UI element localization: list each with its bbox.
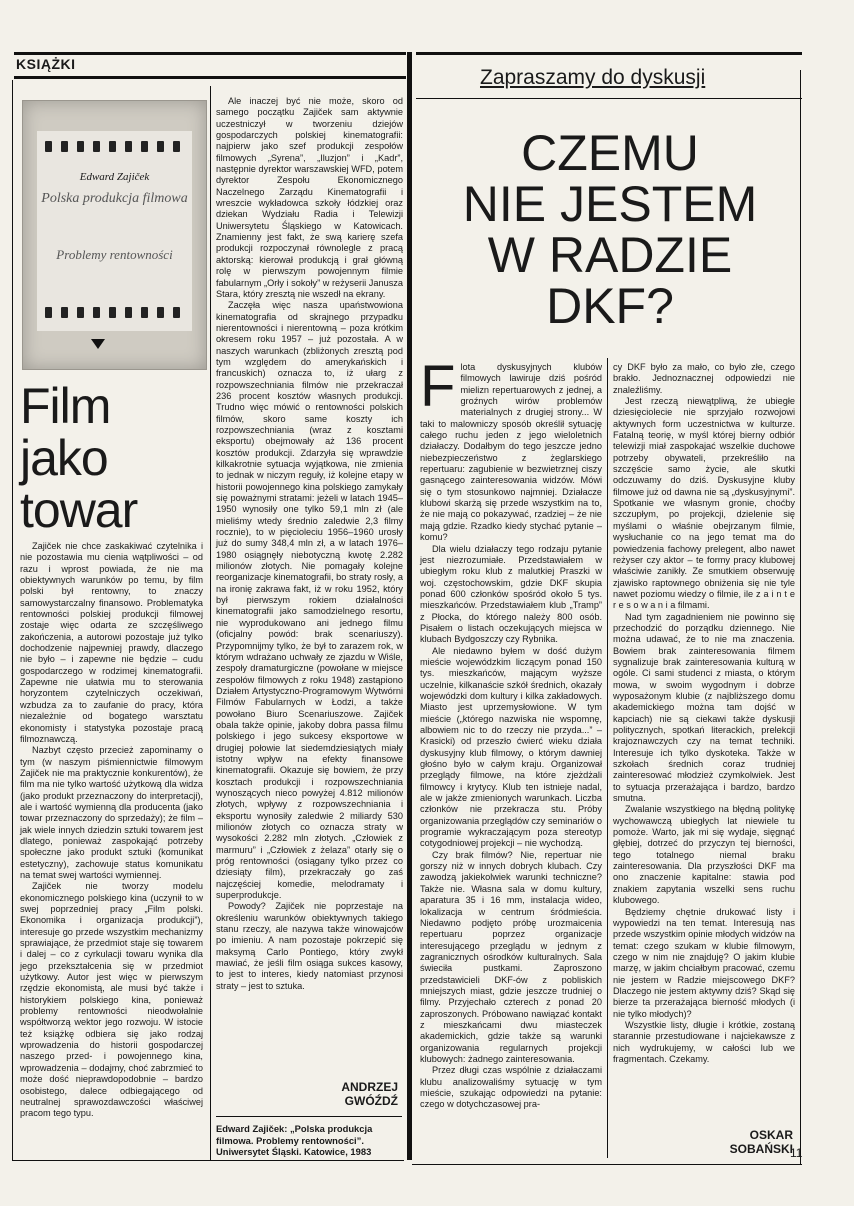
section-underline — [14, 76, 406, 79]
left-headline-line: Film — [20, 378, 111, 434]
paragraph: Zaczęła więc nasza upaństwowiona kinematografia od skrajnego przypadku nierentowności i nierentowną – poza krótkim okresem roku 1957 – już pozostała. A w naszych warunkach (zbliżonych zresztą pod tym względem do amerykańskich i francuskich) oznacza to, iż ułarg z rozpowszechniania filmów nie przekraczał 236 procent kosztów własnych produkcji. Trudno więc mówić o rentowności polskich filmów, skoro same koszty ich rozpowszechniania (wraz z kosztami eksportu) obejmowały aż 136 procent kosztów produkcji. Zdarzyła się wprawdzie kilkakrotnie sytuacja wyjątkowa, nie zmienia to jednak w niczym reguły, iż kolejne etapy w historii powojennego kina polskiego zamykały się poważnymi stratami: jeżeli w latach 1945–1950 wynosiły one tylko 59,1 mln zł (ale mieliśmy wtedy średnio zaledwie 2,3 filmy rocznie), to w pięcioleciu 1956–1960 urosły już do sumy 348,4 mln zł, a w latach 1976–1980 osiągnęły niebotyczną kwotę 2.282 milionów złotych. Nie pomagały kolejne reorganizacje kinematografii, bo straty rosły, a na ironię zakrawa fakt, iż w roku 1952, który był pierwszym rokiem działalności kinematografii jako samodzielnego resortu, nie wyprodukowano ani jednego filmu (oficjalny powód: brak scenariuszy). Przypomnijmy tylko, że był to zarazem rok, w którym wdrażano uchwały ze zjazdu w Wiśle, zespoły dramaturgiczne (powołane w miejsce zespołów filmowych z roku 1948) zastąpiono Działem Artystyczno-Programowym Wytwórni Filmów Fabularnych w Łodzi, a także powołano Biuro Scenariuszowe. Zajiček obala także opinie, jakoby dobra passa filmu polskiego i jego sukcesy eksportowe w drugiej połowie lat siedemdziesiątych miały istotny wpływ na efekty finansowe kinematografii. Okazuje się bowiem, że przy kosztach produkcji i rozpowszechniania wynoszących nieco powyżej 4.812 milionów złotych, wpływy z rozpowszechniania i eksportu wynosiły zaledwie 2 miliardy 530 milionów złotych co oznacza straty w wysokości 2.282 mln złotych. „Człowiek z marmuru” i „Człowiek z żelaza” otarły się o próg rentowności (osiągany tylko przez co dziesiąty film), przekraczały go zaś najczęściej komedie, melodramaty i superprodukcje. — [216, 300, 403, 901]
paragraph: Ale inaczej być nie może, skoro od samego początku Zajiček sam aktywnie uczestniczył w tworzeniu dziejów gospodarczych polskiej kinematografii: najpierw jako szef produkcji zespołów filmowych „Syrena”, „Iluzjon” i „Kadr”, następnie dyrektor warszawskiej WFD, potem dyrektor Zespołu Ekonomicznego Naczelnego Zarządu Kinematografii i wreszcie wykładowca szkoły łódzkiej oraz dziekan Wydziału Radia i Telewizji Uniwersytetu Śląskiego w Katowicach. Znamienny jest fakt, że swą karierę szefa produkcji rozpoczynał równolegle z pracą aktorską: kierował produkcją i grał główną rolę w pierwszym powojennym filmie fabularnym „Orły i sokoły” w reżyserii Janusza Stara, który zresztą nie wszedł na ekrany. — [216, 96, 403, 299]
drop-cap: F — [420, 354, 456, 419]
rubric: Zapraszamy do dyskusji — [480, 66, 706, 89]
paragraph: Jest rzeczą niewątpliwą, że ubiegłe dziesięciolecie nie sprzyjało rozwojowi aktywnych form uczestnictwa w kulturze. Fatalną teorię, w myśl której bierny odbiór telewizji miał zaspokajać wszelkie duchowe potrzeby obywateli, przekreśliło na szczęście samo życie, ale skutki odczuwamy do dziś. Dyskusyjne kluby filmowe już od dawna nie są „dyskusyjnymi”. Spotkanie we własnym gronie, choćby szczupłym, po projekcji, dzielenie się myślami o właśnie obejrzanym filmie, wysłuchanie co na jego temat ma do powiedzenia fachowy prelegent, albo nawet reżyser czy aktor – te formy pracy klubowej właściwie zanikły. Ze smutkiem obserwuję zjawisko raptownego obniżenia się nie tyle nawet poziomu wiedzy o filmie, ile z a i n t e r e s o w a n i a filmami. — [613, 396, 795, 611]
right-headline-line: NIE JESTEM — [462, 176, 758, 232]
byline-first-name: ANDRZEJ — [341, 1080, 398, 1094]
right-border — [800, 70, 801, 1164]
paragraph: Dla wielu działaczy tego rodzaju pytanie jest niezrozumiałe. Przedstawiałem w ubiegłym roku klub z malutkiej Praszki w woj. częstochowskim, gdzie DKF skupia ponad 600 członków spośród około 5 tys. mieszkańców. Przedstawiałem klub „Tramp” z Płocka, do którego należy 800 osób. Pisałem o listach oczekujących miejsca w klubach Bydgoszczy czy Rybnika. — [420, 543, 602, 645]
right-article-column-1 — [420, 354, 602, 1111]
book-note: Edward Zajiček: „Polska produkcja filmowa. Problemy rentowności”. Uniwersytet Śląski. Katowice, 1983 — [216, 1123, 373, 1158]
col-rule-right — [607, 358, 608, 1158]
byline-last-name: SOBAŃSKI — [729, 1142, 793, 1156]
book-cover-title: Polska produkcja filmowa — [41, 191, 188, 206]
right-headline-line: W RADZIE — [487, 227, 733, 283]
top-rule-right — [416, 52, 802, 55]
book-cover-author: Edward Zajiček — [79, 171, 150, 183]
left-article-column-1 — [20, 541, 203, 1120]
right-byline — [613, 1128, 793, 1156]
bottom-rule — [12, 1160, 404, 1161]
section-label: KSIĄŻKI — [16, 56, 76, 72]
paragraph: Wszystkie listy, długie i krótkie, zostaną starannie przestudiowane i najciekawsze z nich wydrukujemy, w całości lub we fragmentach. Czekamy. — [613, 1019, 795, 1064]
note-rule — [216, 1116, 402, 1117]
left-byline — [216, 1080, 398, 1108]
book-cover-subtitle: Problemy rentowności — [56, 247, 173, 262]
left-headline-line: towar — [20, 482, 138, 538]
paragraph-lead-text: lota dyskusyjnych klubów filmowych lawiruje dziś pośród mielizn repertuarowych z jednej, a groźnych wirów problemów materialnych z drugiej strony... W taki to malowniczy sposób określił sytuację całego ruchu jeden z jego wieloletnich działaczy. Dodałbym do tego jeszcze jedno niebezpieczeństwo z żeglarskiego repertuaru: zagubienie w bezwietrznej ciszy gasnącego zainteresowania widzów. Mówi się o tym stosunkowo najmniej. Działacze klubowi skarżą się przede wszystkim na to, że nie mają co pokazywać, rzadziej – że nie mają gdzie. Rzadko kiedy stychać pytanie – komu? — [420, 362, 602, 543]
paragraph: Będziemy chętnie drukować listy i wypowiedzi na ten temat. Interesują nas przede wszystkim opinie młodych widzów na temat: czego szukam w klubie filmowym, czego w nim nie znajduję? O jakim klubie marzę, w jakim chciałbym pracować, czemu nie jestem w Radzie miejscowego DKF? Dlaczego nie jestem aktywny dziś? Skąd się bierze ta przerażająca bierność młodych (i nie tylko młodych)? — [613, 906, 795, 1019]
film-perforation-bottom — [45, 307, 180, 319]
column-divider-thick — [407, 52, 412, 1160]
top-rule-left — [14, 52, 406, 55]
paragraph: Zajiček nie tworzy modelu ekonomicznego polskiego kina (uczynił to w swej poprzedniej pracy „Film polski. Ekonomika i organizacja produkcji”), interesuje go przede wszystkim mechanizmy sprawiające, że przedmiot staje się towarem i dalej – co z cyrkulacji towaru wynika dla jego przekształcenia się w przedmiot użytkowy. Autor jest więc w pierwszym rzędzie ekonomistą, ale musi być także i historykiem polskiego kina, ponieważ problemy rentowności nieodwołalnie współtworzą wektor jego rozwoju. W istocie też książkę odbiera się jako rodzaj wprowadzenia do historii gospodarczej naszego przed- i powojennego kina, wprowadzenia – dodajmy, choć zabrzmieć to może dość nieprawdopodobnie – bardzo osobistego, dalece odbiegającego od neutralnej sprawozdawczości właściwej pracom tego typu. — [20, 881, 203, 1119]
right-headline — [430, 125, 790, 334]
book-cover-panel — [37, 131, 192, 331]
col-rule-left — [210, 86, 211, 1160]
film-perforation-top — [45, 141, 180, 153]
rubric-rule — [416, 98, 802, 99]
page-number: 11 — [790, 1146, 803, 1160]
paragraph: Zwalanie wszystkiego na błędną politykę wychowawczą ubiegłych lat niewiele tu pomoże. Warto, jak mi się wydaje, sięgnąć głębiej, dotrzeć do przyczyn tej bierności, tego totalnego niemal braku zainteresowania. Dla przyszłości DKF ma ono znaczenie kapitalne: stawia pod znakiem zapytania wszelki sens ruchu klubowego. — [613, 804, 795, 906]
paragraph: Przez długi czas wspólnie z działaczami klubu analizowaliśmy sytuację w tym mieście, szukając odpowiedzi na pytanie: czego w dotychczasowej pra- — [420, 1065, 602, 1110]
book-cover-image — [22, 100, 207, 370]
right-headline-line: CZEMU — [521, 125, 699, 181]
paragraph: Nad tym zagadnieniem nie powinno się przechodzić do porządku dziennego. Nie można udawać, że to nie ma znaczenia. Bowiem brak zainteresowania filmem sygnalizuje brak zainteresowania kulturą w ogóle. Ci sami studenci z miasta, o którym mowa, w swoim wygodnym i dobrze wyposażonym klubie (z najbliższego domu akademickiego można tam dojść w kapciach) nie są ciekawi także dyskusji politycznych, spotkań literackich, prelekcji krajoznawczych czy na temat techniki. Interesuje ich tylko dyskoteka. Także w szkołach średnich coraz trudniej zainteresować młodzież czymkolwiek. Jest to sytuacja przerażająca i bardzo, bardzo smutna. — [613, 611, 795, 804]
left-border — [12, 80, 13, 1160]
paragraph-lead — [420, 354, 602, 544]
right-article-column-2 — [613, 362, 795, 1065]
paragraph: Nazbyt często przecież zapominamy o tym (w naszym piśmiennictwie filmowym Zajiček nie ma praktycznie konkurentów), że film ma nie tylko wartość użytkową dla widza (jako produkt przeznaczony do interpretacji), ale i wartość wymienną dla producenta (jako towar przeznaczony do sprzedaży); że film – jak wiele innych dziedzin sztuki towarem jest dlatego, ponieważ zaspokająć potrzeby społeczne jako produkt sztuki (komunikat estetyczny), zachowuje status komunikatu na temat swej wartości wymiennej. — [20, 745, 203, 880]
paragraph: Zajiček nie chce zaskakiwać czytelnika i nie pozostawia mu cienia wątpliwości – od razu i wprost powiada, że nie ma obiektywnych warunków po temu, by film polski był rentowny, to znaczy samowystarczalny finansowo. Problematyka rentowności polskiej produkcji filmowej zostaje więc odarta ze szczęśliwego zakończenia, a autorowi pozostaje już tylko dochodzenie najpewniej prawdy, dlaczego nie było – i zapewne nie będzie – cudu gospodarczego w rodzimej kinematografii. Zapewne nie ułatwia mu to sterowania horyzontem czytelniczych oczekiwań, wzbudza za to zaufanie do pracy, która niezależnie od bogatego warsztatu ekonomisty i statystyka pozostaje pracą filmoznawczą. — [20, 541, 203, 744]
byline-last-name: GWÓŹDŹ — [344, 1094, 398, 1108]
left-headline — [20, 380, 210, 536]
right-headline-line: DKF? — [546, 278, 674, 334]
publisher-logo-icon — [91, 339, 105, 349]
bottom-rule-right — [412, 1164, 802, 1165]
paragraph: Ale niedawno byłem w dość dużym mieście wojewódzkim liczącym ponad 150 tys. mieszkańców, mającym wyższe uczelnie, kilkanaście szkół średnich, okazały wojewódzki dom kultury i kilka zakładowych. Miasto jest uprzemysłowione. W tym mieście („którego nazwiska nie wspomnę, albowiem nic to do rzeczy nie przyda...” – Krasicki) od przeszło ćwierć wieku działa dyskusyjny klub filmowy, o którym dawniej głośno było w całym kraju. Organizował przeglądy filmowe, na które zjeżdżali filmowcy i krytycy. Klub ten istnieje nadal, ale w jakże zmienionych warunkach. Liczba członków nie przekracza stu. Próby organizowania przeglądów czy seminariów o programie wykraczającym poza stereotyp cotygodniowej projekcji – nie wychodzą. — [420, 645, 602, 849]
paragraph: cy DKF było za mało, co było złe, czego brakło. Jednoznacznej odpowiedzi nie znaleźliśmy. — [613, 362, 795, 395]
left-article-column-2 — [216, 96, 403, 992]
paragraph: Powody? Zajiček nie poprzestaje na określeniu warunków obiektywnych takiego stanu rzeczy, ale nazywa także winowajców po imieniu. A nam pozostaje pokrzepić się maksymą Carlo Pontiego, który zwykł mawiać, że jeśli film osiąga sukces kasowy, to jest to interes, kiedy natomiast przynosi straty – jest to sztuka. — [216, 901, 403, 991]
paragraph: Czy brak filmów? Nie, repertuar nie gorszy niż w innych dobrych klubach. Czy zawodzą jakiekolwiek warunki techniczne? Także nie. Własna sala w domu kultury, aparatura 35 i 16 mm, instalacja wideo, lokalizacja w centrum śródmieścia. Niedawno podjęto próbę urozmaicenia repertuaru poprzez organizacje interesującego przeglądu w jednym z zagranicznych ośrodków kulturalnych. Sala świeciła pustkami. Zaproszono przedstawicieli DKF-ów z pobliskich mniejszych miast, gdzie jeszcze trudniej o filmy. Przyjechało czterech z ponad 20 zaproszonych. Próbowano nawiązać kontakt z mieszkańcami dwu miasteczek akademickich, gdzie także są warunki organizowania regularnych projekcji klubowych: żadnego zainteresowania. — [420, 849, 602, 1064]
left-headline-line: jako — [20, 430, 108, 486]
byline-first-name: OSKAR — [749, 1128, 793, 1142]
